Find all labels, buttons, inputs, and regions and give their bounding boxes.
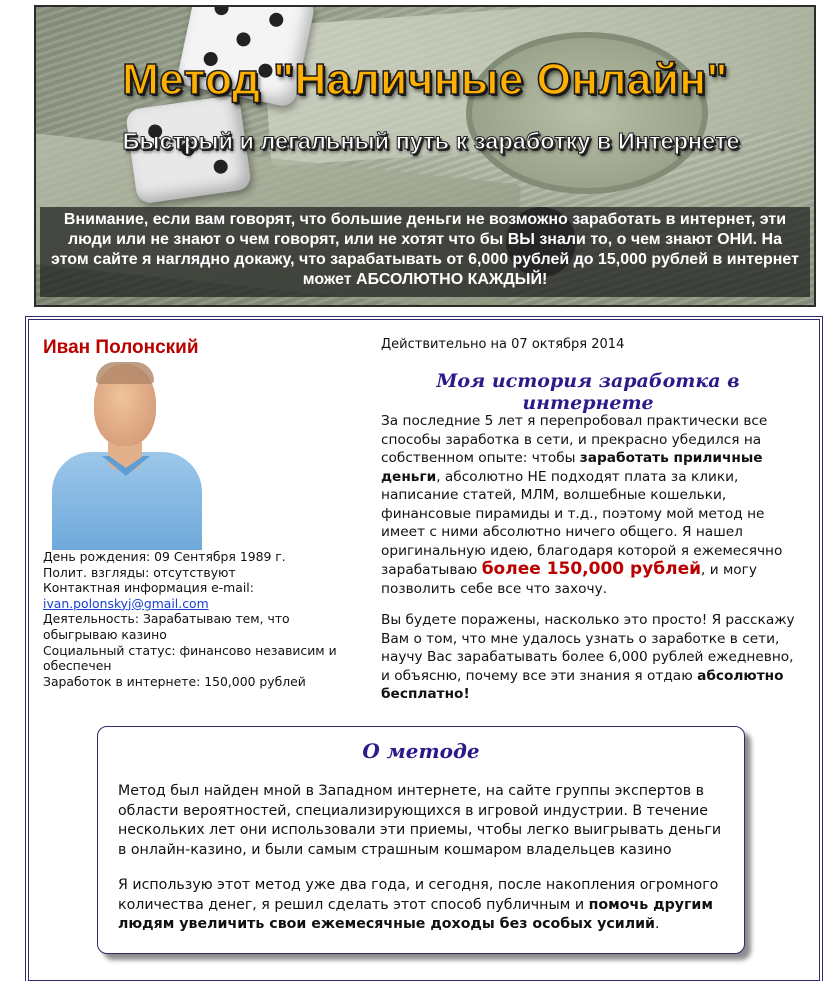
story-title: Моя история заработка в интернете (436, 370, 740, 414)
method-box (97, 726, 745, 954)
profile-contact-label: Контактная информация e-mail: (43, 580, 254, 596)
banner-subtitle: Быстрый и легальный путь к заработку в Интернете (122, 128, 740, 154)
earnings-highlight: более 150,000 рублей (481, 559, 702, 579)
profile-social-status: Социальный статус: финансово независим и обеспечен (43, 642, 337, 674)
method-paragraph: Я использую этот метод уже два года, и сегодня, после накопления огромного количества денег, я решил сделать этот способ публичным и помочь другим людям увеличить свои ежемесячные доходы без особых усилий. (118, 877, 719, 932)
profile-activity: Деятельность: Зарабатываю тем, что обыгрываю казино (43, 611, 290, 642)
valid-date: Действительно на 07 октября 2014 (381, 337, 625, 352)
header-banner (34, 5, 816, 307)
author-name: Иван Полонский (43, 337, 199, 358)
story-text (381, 412, 801, 717)
profile-earnings: Заработок в интернете: 150,000 рублей (43, 673, 306, 689)
method-text (118, 782, 730, 951)
story-paragraph: За последние 5 лет я перепробовал практически все способы заработка в сети, и прекрасно убедился на собственном опыте: чтобы заработать приличные деньги, абсолютно НЕ подходят плата за клики, написание статей, МЛМ, волшебные кошельки, финансовые пирамиды и т.д., поэтому мой метод не имеет с ними абсолютно ничего общего. Я нашел оригинальную идею, благодаря которой я ежемесячно зарабатываю более 150,000 рублей, и могу позволить себе все что захочу. (381, 413, 783, 597)
banner-notice (40, 207, 810, 297)
story-paragraph: Вы будете поражены, насколько это просто! Я расскажу Вам о том, что мне удалось узнать о заработке в сети, научу Вас зарабатывать более 6,000 рублей ежедневно, и объясню, почему все эти знания я отдаю абсолютно бесплатно! (381, 612, 795, 702)
banner-notice-text: Внимание, если вам говорят, что большие деньги не возможно заработать в интернет, эти люди или не знают о чем говорят, или не хотят что бы ВЫ знали то, о чем знают ОНИ. На этом сайте я наглядно докажу, что зарабатывать от 6,000 рублей до 15,000 рублей в интернет может АБСОЛЮТНО КАЖДЫЙ! (51, 211, 799, 288)
method-paragraph: Метод был найден мной в Западном интернете, на сайте группы экспертов в области вероятностей, специализирующихся в игровой индустрии. В течение нескольких лет они использовали эти приемы, чтобы легко выигрывать деньги в онлайн-казино, и были самым страшным кошмаром владельцев казино (118, 783, 722, 858)
author-photo (46, 360, 206, 550)
author-profile (43, 549, 343, 689)
email-link[interactable]: ivan.polonskyj@gmail.com (43, 595, 209, 611)
profile-politics: Полит. взгляды: отсутствуют (43, 564, 236, 580)
banner-title: Метод "Наличные Онлайн" (122, 55, 728, 104)
profile-birthday: День рождения: 09 Сентября 1989 г. (43, 549, 286, 564)
method-title: О методе (362, 739, 480, 763)
